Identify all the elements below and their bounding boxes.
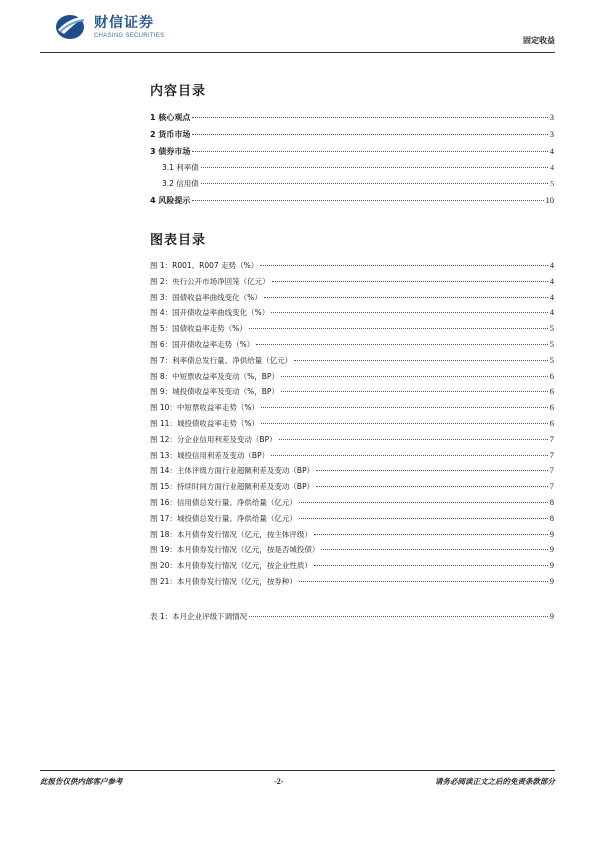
dot-leader — [314, 534, 548, 535]
figure-entry-page: 5 — [549, 323, 554, 334]
figure-entry-page: 7 — [549, 481, 554, 492]
figure-entry-page: 9 — [549, 560, 554, 571]
contents-entry-label: 2 货币市场 — [150, 130, 191, 139]
contents-entry-label: 3.2 信用债 — [162, 179, 199, 188]
dot-leader — [281, 376, 548, 377]
dot-leader — [294, 360, 548, 361]
figure-entry-label: 图 2：央行公开市场净回笼（亿元） — [150, 276, 270, 286]
tables-list — [150, 609, 554, 625]
figure-entry-page: 9 — [549, 544, 554, 555]
figure-entry[interactable] — [150, 305, 554, 321]
contents-entry-page: 3 — [549, 129, 554, 139]
table-entry[interactable] — [150, 609, 554, 625]
dot-leader — [261, 407, 548, 408]
contents-entry-page: 3 — [549, 112, 554, 122]
table-entry-page: 9 — [549, 610, 554, 621]
dot-leader — [321, 549, 547, 550]
figure-entry-label: 图 4：国开债收益率曲线变化（%） — [150, 308, 270, 318]
logo-emblem-icon — [54, 10, 88, 42]
figure-entry[interactable] — [150, 274, 554, 290]
dot-leader — [271, 312, 547, 313]
figure-entry[interactable] — [150, 432, 554, 448]
dot-leader — [256, 344, 547, 345]
figure-entry[interactable] — [150, 495, 554, 511]
footer-divider — [40, 770, 555, 771]
dot-leader — [299, 502, 548, 503]
page-header — [40, 0, 555, 55]
dot-leader — [314, 565, 548, 566]
figure-entry-page: 4 — [549, 291, 554, 302]
dot-leader — [316, 486, 548, 487]
footer-disclaimer-left: 此报告仅供内部客户参考 — [40, 777, 123, 786]
figure-entry[interactable] — [150, 290, 554, 306]
section-label: 固定收益 — [523, 36, 555, 45]
dot-leader — [192, 151, 547, 152]
dot-leader — [299, 581, 548, 582]
figure-entry[interactable] — [150, 527, 554, 543]
figure-entry[interactable] — [150, 337, 554, 353]
figures-list — [150, 258, 554, 590]
figure-entry[interactable] — [150, 479, 554, 495]
header-divider — [40, 52, 555, 53]
figure-entry-label: 图 19：本月债券发行情况（亿元，按是否城投债） — [150, 545, 320, 555]
dot-leader — [249, 616, 548, 617]
dot-leader — [261, 423, 548, 424]
figure-entry-page: 5 — [549, 338, 554, 349]
figure-entry[interactable] — [150, 574, 554, 590]
dot-leader — [260, 265, 548, 266]
figure-entry[interactable] — [150, 353, 554, 369]
figure-entry-page: 9 — [549, 528, 554, 539]
figure-entry-label: 图 14：主体评级方面行业超额利差及变动（BP） — [150, 466, 315, 476]
logo-chinese-name: 财信证券 — [94, 15, 154, 31]
table-entry-label: 表 1：本月企业评级下调情况 — [150, 611, 248, 621]
figure-entry-label: 图 9：城投债收益率及变动（%，BP） — [150, 387, 279, 397]
dot-leader — [249, 328, 548, 329]
figure-entry-label: 图 15：持续时间方面行业超额利差及变动（BP） — [150, 482, 315, 492]
contents-list — [150, 109, 554, 209]
contents-entry[interactable] — [150, 192, 554, 209]
company-logo — [54, 10, 164, 42]
figure-entry-label: 图 10：中短票收益率走势（%） — [150, 403, 260, 413]
figure-entry[interactable] — [150, 321, 554, 337]
figure-entry-page: 8 — [549, 496, 554, 507]
contents-entry-page: 4 — [550, 163, 554, 172]
page-footer — [40, 770, 555, 787]
contents-entry-label: 3 债券市场 — [150, 147, 191, 156]
figure-entry-page: 7 — [549, 465, 554, 476]
figure-entry-page: 8 — [549, 512, 554, 523]
figure-entry-label: 图 20：本月债券发行情况（亿元，按企业性质） — [150, 561, 312, 571]
figure-entry[interactable] — [150, 258, 554, 274]
dot-leader — [201, 167, 548, 168]
figure-entry-label: 图 13：城投信用利差及变动（BP） — [150, 450, 270, 460]
dot-leader — [192, 134, 547, 135]
figure-entry[interactable] — [150, 511, 554, 527]
figure-entry[interactable] — [150, 416, 554, 432]
figure-entry-page: 6 — [549, 402, 554, 413]
figure-entry-page: 6 — [549, 370, 554, 381]
figure-entry-page: 5 — [549, 354, 554, 365]
contents-entry[interactable] — [150, 126, 554, 143]
figure-entry-label: 图 16：信用债总发行量、净供给量（亿元） — [150, 497, 297, 507]
figure-entry[interactable] — [150, 558, 554, 574]
figure-entry[interactable] — [150, 448, 554, 464]
contents-entry[interactable] — [150, 160, 554, 176]
contents-entry-page: 10 — [545, 195, 554, 205]
figure-entry-label: 图 5：国债收益率走势（%） — [150, 324, 247, 334]
dot-leader — [192, 117, 547, 118]
dot-leader — [316, 470, 548, 471]
contents-entry[interactable] — [150, 109, 554, 126]
figure-entry-page: 9 — [549, 575, 554, 586]
dot-leader — [299, 518, 548, 519]
figure-entry-label: 图 7：利率债总发行量、净供给量（亿元） — [150, 355, 293, 365]
figure-entry-label: 图 1：R001、R007 走势（%） — [150, 261, 259, 270]
dot-leader — [272, 281, 548, 282]
figure-entry[interactable] — [150, 369, 554, 385]
contents-entry-page: 4 — [549, 146, 554, 156]
figure-entry-label: 图 21：本月债券发行情况（亿元，按券种） — [150, 576, 297, 586]
logo-english-name: CHASING SECURITIES — [94, 33, 165, 39]
contents-entry[interactable] — [150, 176, 554, 192]
contents-title: 内容目录 — [150, 84, 207, 99]
figure-entry-page: 6 — [549, 417, 554, 428]
contents-entry-label: 1 核心观点 — [150, 113, 191, 122]
figures-title: 图表目录 — [150, 233, 207, 248]
dot-leader — [281, 391, 548, 392]
figure-entry[interactable] — [150, 384, 554, 400]
footer-disclaimer-right: 请务必阅读正文之后的免责条款部分 — [434, 777, 555, 786]
contents-entry-label: 4 风险提示 — [150, 196, 191, 205]
figure-entry-page: 6 — [549, 386, 554, 397]
figure-entry-label: 图 3：国债收益率曲线变化（%） — [150, 292, 262, 302]
figure-entry-page: 7 — [549, 433, 554, 444]
figure-entry-page: 4 — [549, 307, 554, 318]
figure-entry[interactable] — [150, 400, 554, 416]
toc-content — [150, 80, 554, 625]
figure-entry-label: 图 8：中短票收益率及变动（%，BP） — [150, 371, 279, 381]
contents-entry-label: 3.1 利率债 — [162, 163, 199, 172]
dot-leader — [192, 200, 543, 201]
page-number: -2- — [274, 777, 284, 786]
figure-entry-page: 7 — [549, 449, 554, 460]
figure-entry-label: 图 11：城投债收益率走势（%） — [150, 418, 260, 428]
figure-entry-label: 图 12：分企业信用利差及变动（BP） — [150, 434, 277, 444]
dot-leader — [271, 455, 548, 456]
figure-entry[interactable] — [150, 463, 554, 479]
dot-leader — [264, 297, 548, 298]
dot-leader — [201, 183, 548, 184]
figure-entry[interactable] — [150, 542, 554, 558]
figure-entry-page: 4 — [549, 260, 554, 270]
figure-entry-label: 图 6：国开债收益率走势（%） — [150, 339, 255, 349]
contents-entry-page: 5 — [550, 179, 554, 188]
contents-entry[interactable] — [150, 143, 554, 160]
figure-entry-label: 图 18：本月债券发行情况（亿元，按主体评级） — [150, 529, 312, 539]
dot-leader — [279, 439, 548, 440]
figure-entry-page: 4 — [549, 275, 554, 286]
figure-entry-label: 图 17：城投债总发行量、净供给量（亿元） — [150, 513, 297, 523]
